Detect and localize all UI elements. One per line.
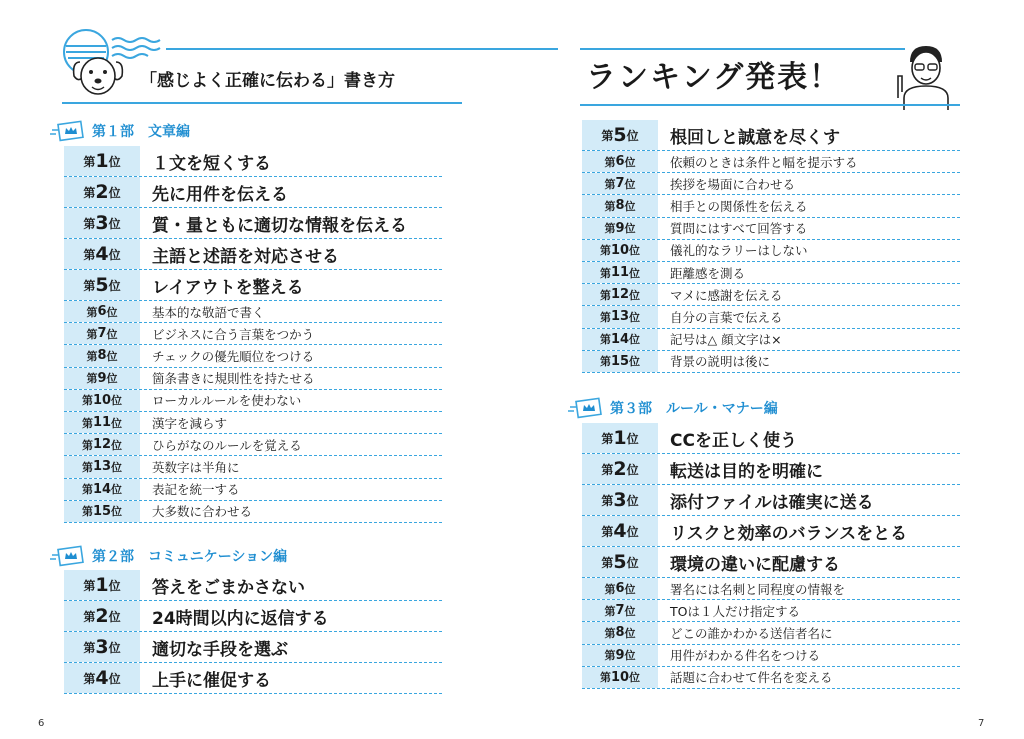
ranking-item-text: 添付ファイルは確実に送る xyxy=(670,492,874,513)
ranking-item-text: 質問にはすべて回答する xyxy=(670,221,808,237)
rank-num: 7 xyxy=(97,326,107,342)
ranking-row xyxy=(582,578,960,600)
ranking-row xyxy=(64,479,442,501)
rank-pre: 第 xyxy=(599,671,611,685)
ranking-item-text: 用件がわかる件名をつける xyxy=(670,648,821,664)
rank-num: 9 xyxy=(615,647,625,663)
envelope-crown-icon xyxy=(50,545,84,567)
rank-num: 8 xyxy=(615,625,625,641)
rank-suf: 位 xyxy=(626,431,639,446)
rank-num: 5 xyxy=(95,274,109,296)
rank-num: 14 xyxy=(92,481,112,497)
rank-label xyxy=(582,120,658,150)
rank-num: 3 xyxy=(95,636,109,658)
ranking-row xyxy=(582,645,960,667)
rank-label xyxy=(582,329,658,350)
rank-num: 15 xyxy=(610,353,630,369)
ranking-item-text: 答えをごまかさない xyxy=(152,577,305,598)
ranking-item-text: 24時間以内に返信する xyxy=(152,608,329,629)
rank-suf: 位 xyxy=(108,154,121,169)
ranking-row xyxy=(582,218,960,240)
ranking-row xyxy=(582,667,960,689)
rank-pre: 第 xyxy=(86,372,98,386)
rank-label xyxy=(582,454,658,484)
ranking-row xyxy=(582,622,960,644)
ranking-item-text: 英数字は半角に xyxy=(152,459,240,475)
book-title: 「感じよく正確に伝わる」書き方 xyxy=(140,71,395,91)
ranking-item-text: 表記を統一する xyxy=(152,482,240,498)
rank-label xyxy=(64,239,140,269)
rank-pre: 第 xyxy=(604,582,616,596)
rank-num: 7 xyxy=(615,603,625,619)
rank-suf: 位 xyxy=(626,128,639,143)
rank-label xyxy=(582,284,658,305)
ranking-item-text: 挨拶を場面に合わせる xyxy=(670,176,796,192)
ranking-item-text: 環境の違いに配慮する xyxy=(670,554,840,575)
rank-suf: 位 xyxy=(624,222,636,236)
rank-label xyxy=(64,501,140,522)
ranking-row xyxy=(582,600,960,622)
rank-num: 14 xyxy=(610,331,630,347)
ranking-item-text: マメに感謝を伝える xyxy=(670,287,783,303)
section-heading-text: 第２部 コミュニケーション編 xyxy=(92,549,288,565)
ranking-item-text: 記号は△ 顔文字は× xyxy=(670,332,782,348)
ranking-row xyxy=(582,454,960,485)
rank-pre: 第 xyxy=(86,327,98,341)
ranking-item-text: 質・量ともに適切な情報を伝える xyxy=(152,215,407,236)
rank-num: 9 xyxy=(97,370,107,386)
envelope-crown-icon xyxy=(568,397,602,419)
rank-label xyxy=(582,578,658,599)
rank-label xyxy=(64,301,140,322)
header-rule-left-top xyxy=(166,48,558,50)
rank-pre: 第 xyxy=(81,438,93,452)
rank-suf: 位 xyxy=(106,305,118,319)
ranking-item-text: 話題に合わせて件名を変える xyxy=(670,670,833,686)
rank-num: 10 xyxy=(610,669,630,685)
rank-suf: 位 xyxy=(108,185,121,200)
ranking-item-text: ひらがなのルールを覚える xyxy=(152,437,302,453)
ranking-item-text: チェックの優先順位をつける xyxy=(152,348,315,364)
ranking-item-text: 転送は目的を明確に xyxy=(670,461,823,482)
ranking-item-text: 背景の説明は後に xyxy=(670,354,771,370)
rank-suf: 位 xyxy=(629,244,641,258)
rank-suf: 位 xyxy=(629,355,641,369)
rank-num: 5 xyxy=(613,124,627,146)
rank-pre: 第 xyxy=(599,266,611,280)
rank-suf: 位 xyxy=(629,671,641,685)
ranking-item-text: 基本的な敬語で書く xyxy=(152,304,265,320)
rank-suf: 位 xyxy=(106,349,118,363)
ranking-row xyxy=(64,323,442,345)
rank-suf: 位 xyxy=(108,278,121,293)
ranking-item-text: 箇条書きに規則性を持たせる xyxy=(152,371,315,387)
ranking-item-text: 先に用件を伝える xyxy=(152,184,288,205)
rank-pre: 第 xyxy=(599,244,611,258)
ranking-row xyxy=(64,146,442,177)
rank-suf: 位 xyxy=(629,310,641,324)
rank-suf: 位 xyxy=(111,483,123,497)
rank-label xyxy=(64,208,140,238)
rank-label xyxy=(582,195,658,216)
ranking-row xyxy=(64,301,442,323)
rank-pre: 第 xyxy=(604,649,616,663)
ranking-item-text: 自分の言葉で伝える xyxy=(670,309,783,325)
rank-pre: 第 xyxy=(601,555,614,570)
rank-suf: 位 xyxy=(111,394,123,408)
ranking-row xyxy=(582,516,960,547)
man-pointing-icon xyxy=(890,40,960,110)
rank-suf: 位 xyxy=(624,582,636,596)
dog-mascot-icon xyxy=(70,48,126,104)
rank-pre: 第 xyxy=(601,462,614,477)
rank-num: 2 xyxy=(95,181,109,203)
ranking-row xyxy=(64,177,442,208)
rank-num: 4 xyxy=(613,520,627,542)
rank-suf: 位 xyxy=(108,671,121,686)
rank-suf: 位 xyxy=(108,578,121,593)
ranking-row xyxy=(582,173,960,195)
ranking-row xyxy=(64,345,442,367)
rank-pre: 第 xyxy=(604,177,616,191)
rank-suf: 位 xyxy=(108,609,121,624)
section-heading-part2 xyxy=(50,545,287,567)
rank-suf: 位 xyxy=(624,604,636,618)
rank-pre: 第 xyxy=(601,493,614,508)
ranking-list-part2-a xyxy=(64,570,442,694)
ranking-row xyxy=(582,351,960,373)
rank-pre: 第 xyxy=(83,609,96,624)
rank-num: 3 xyxy=(95,212,109,234)
rank-label xyxy=(64,456,140,477)
rank-label xyxy=(64,570,140,600)
rank-pre: 第 xyxy=(83,185,96,200)
ranking-list-part1 xyxy=(64,146,442,523)
ranking-item-text: 大多数に合わせる xyxy=(152,504,253,520)
rank-label xyxy=(582,306,658,327)
rank-pre: 第 xyxy=(604,199,616,213)
envelope-crown-icon xyxy=(50,120,84,142)
rank-label xyxy=(64,632,140,662)
ranking-row xyxy=(64,601,442,632)
rank-pre: 第 xyxy=(604,155,616,169)
section-heading-text: 第１部 文章編 xyxy=(92,124,190,140)
rank-suf: 位 xyxy=(111,438,123,452)
rank-num: 4 xyxy=(95,667,109,689)
ranking-item-text: どこの誰かわかる送信者名に xyxy=(670,625,833,641)
rank-num: 1 xyxy=(95,150,109,172)
rank-label xyxy=(64,479,140,500)
ranking-row xyxy=(64,390,442,412)
ranking-row xyxy=(64,270,442,301)
page-number-right: 7 xyxy=(978,718,985,729)
rank-num: 13 xyxy=(610,309,630,325)
rank-num: 11 xyxy=(92,415,112,431)
rank-num: 2 xyxy=(95,605,109,627)
rank-num: 10 xyxy=(92,392,112,408)
ranking-row xyxy=(64,632,442,663)
rank-label xyxy=(64,663,140,693)
rank-suf: 位 xyxy=(108,640,121,655)
rank-pre: 第 xyxy=(86,305,98,319)
page-title: ランキング発表！ xyxy=(586,60,842,95)
rank-label xyxy=(582,240,658,261)
rank-num: 6 xyxy=(97,304,107,320)
ranking-row xyxy=(582,120,960,151)
ranking-row xyxy=(64,501,442,523)
rank-label xyxy=(64,345,140,366)
ranking-item-text: 距離感を測る xyxy=(670,265,746,281)
rank-pre: 第 xyxy=(601,431,614,446)
rank-pre: 第 xyxy=(83,216,96,231)
ranking-item-text: TOは１人だけ指定する xyxy=(670,603,800,619)
header-rule-left-bottom xyxy=(62,102,462,104)
rank-suf: 位 xyxy=(629,333,641,347)
rank-pre: 第 xyxy=(83,671,96,686)
rank-pre: 第 xyxy=(81,483,93,497)
rank-label xyxy=(582,622,658,643)
rank-pre: 第 xyxy=(599,355,611,369)
ranking-row xyxy=(64,368,442,390)
rank-suf: 位 xyxy=(626,462,639,477)
rank-suf: 位 xyxy=(111,416,123,430)
rank-label xyxy=(582,600,658,621)
rank-pre: 第 xyxy=(599,310,611,324)
rank-pre: 第 xyxy=(81,394,93,408)
rank-label xyxy=(582,667,658,688)
header-rule-right-bottom xyxy=(580,104,960,106)
ranking-row xyxy=(64,570,442,601)
rank-pre: 第 xyxy=(81,460,93,474)
rank-pre: 第 xyxy=(86,349,98,363)
rank-num: 1 xyxy=(613,427,627,449)
rank-pre: 第 xyxy=(83,640,96,655)
rank-num: 12 xyxy=(610,287,630,303)
rank-num: 8 xyxy=(615,198,625,214)
rank-suf: 位 xyxy=(624,626,636,640)
rank-suf: 位 xyxy=(106,372,118,386)
rank-label xyxy=(64,146,140,176)
page-number-left: 6 xyxy=(38,718,45,729)
rank-label xyxy=(64,601,140,631)
rank-num: 10 xyxy=(610,242,630,258)
rank-num: 12 xyxy=(92,437,112,453)
ranking-row xyxy=(582,329,960,351)
ranking-item-text: 主語と述語を対応させる xyxy=(152,246,339,267)
rank-label xyxy=(582,151,658,172)
ranking-row xyxy=(582,151,960,173)
ranking-row xyxy=(64,208,442,239)
rank-pre: 第 xyxy=(604,222,616,236)
rank-pre: 第 xyxy=(601,524,614,539)
rank-suf: 位 xyxy=(108,247,121,262)
ranking-row xyxy=(582,306,960,328)
rank-num: 1 xyxy=(95,574,109,596)
ranking-item-text: 署名には名刺と同程度の情報を xyxy=(670,581,846,597)
section-heading-part1 xyxy=(50,120,190,142)
rank-suf: 位 xyxy=(624,199,636,213)
header-rule-right-top xyxy=(580,48,905,50)
rank-label xyxy=(64,434,140,455)
ranking-item-text: 上手に催促する xyxy=(152,670,271,691)
rank-label xyxy=(582,547,658,577)
rank-num: 7 xyxy=(615,176,625,192)
rank-label xyxy=(64,368,140,389)
ranking-item-text: CCを正しく使う xyxy=(670,430,797,451)
rank-label xyxy=(64,323,140,344)
ranking-item-text: 漢字を減らす xyxy=(152,415,228,431)
rank-label xyxy=(64,412,140,433)
ranking-row xyxy=(582,284,960,306)
rank-suf: 位 xyxy=(624,649,636,663)
rank-num: 6 xyxy=(615,581,625,597)
rank-suf: 位 xyxy=(629,266,641,280)
rank-suf: 位 xyxy=(624,155,636,169)
rank-suf: 位 xyxy=(106,327,118,341)
ranking-row xyxy=(582,195,960,217)
rank-pre: 第 xyxy=(83,247,96,262)
ranking-row xyxy=(582,423,960,454)
rank-num: 2 xyxy=(613,458,627,480)
rank-num: 3 xyxy=(613,489,627,511)
ranking-item-text: 根回しと誠意を尽くす xyxy=(670,127,840,148)
section-heading-part3 xyxy=(568,397,778,419)
rank-num: 5 xyxy=(613,551,627,573)
ranking-item-text: レイアウトを整える xyxy=(152,277,304,298)
ranking-row xyxy=(64,456,442,478)
rank-pre: 第 xyxy=(599,333,611,347)
rank-label xyxy=(582,351,658,372)
rank-suf: 位 xyxy=(629,288,641,302)
ranking-list-part2-b xyxy=(582,120,960,373)
rank-pre: 第 xyxy=(81,416,93,430)
rank-label xyxy=(582,218,658,239)
rank-suf: 位 xyxy=(624,177,636,191)
rank-pre: 第 xyxy=(604,604,616,618)
rank-pre: 第 xyxy=(81,505,93,519)
rank-suf: 位 xyxy=(108,216,121,231)
rank-pre: 第 xyxy=(83,578,96,593)
rank-suf: 位 xyxy=(626,493,639,508)
rank-suf: 位 xyxy=(111,505,123,519)
rank-num: 6 xyxy=(615,154,625,170)
rank-label xyxy=(582,173,658,194)
rank-num: 4 xyxy=(95,243,109,265)
rank-suf: 位 xyxy=(626,524,639,539)
rank-num: 15 xyxy=(92,503,112,519)
rank-pre: 第 xyxy=(83,154,96,169)
section-heading-text: 第３部 ルール・マナー編 xyxy=(610,401,778,417)
rank-num: 9 xyxy=(615,220,625,236)
rank-suf: 位 xyxy=(111,460,123,474)
ranking-row xyxy=(64,239,442,270)
ranking-row xyxy=(582,547,960,578)
rank-label xyxy=(64,270,140,300)
rank-label xyxy=(582,485,658,515)
rank-label xyxy=(582,262,658,283)
ranking-item-text: リスクと効率のバランスをとる xyxy=(670,523,908,544)
ranking-item-text: ローカルルールを使わない xyxy=(152,393,302,409)
ranking-row xyxy=(64,663,442,694)
rank-label xyxy=(64,390,140,411)
ranking-item-text: 儀礼的なラリーはしない xyxy=(670,243,808,259)
ranking-item-text: 適切な手段を選ぶ xyxy=(152,639,288,660)
rank-num: 11 xyxy=(610,265,630,281)
rank-pre: 第 xyxy=(83,278,96,293)
rank-num: 8 xyxy=(97,348,107,364)
ranking-item-text: 相手との関係性を伝える xyxy=(670,198,808,214)
rank-num: 13 xyxy=(92,459,112,475)
ranking-row xyxy=(64,412,442,434)
rank-pre: 第 xyxy=(604,626,616,640)
rank-pre: 第 xyxy=(599,288,611,302)
ranking-row xyxy=(64,434,442,456)
ranking-item-text: １文を短くする xyxy=(152,153,271,174)
rank-label xyxy=(582,645,658,666)
ranking-list-part3 xyxy=(582,423,960,689)
ranking-item-text: 依頼のときは条件と幅を提示する xyxy=(670,154,858,170)
rank-suf: 位 xyxy=(626,555,639,570)
ranking-row xyxy=(582,262,960,284)
rank-pre: 第 xyxy=(601,128,614,143)
rank-label xyxy=(582,516,658,546)
ranking-row xyxy=(582,485,960,516)
rank-label xyxy=(64,177,140,207)
rank-label xyxy=(582,423,658,453)
ranking-item-text: ビジネスに合う言葉をつかう xyxy=(152,326,315,342)
ranking-row xyxy=(582,240,960,262)
